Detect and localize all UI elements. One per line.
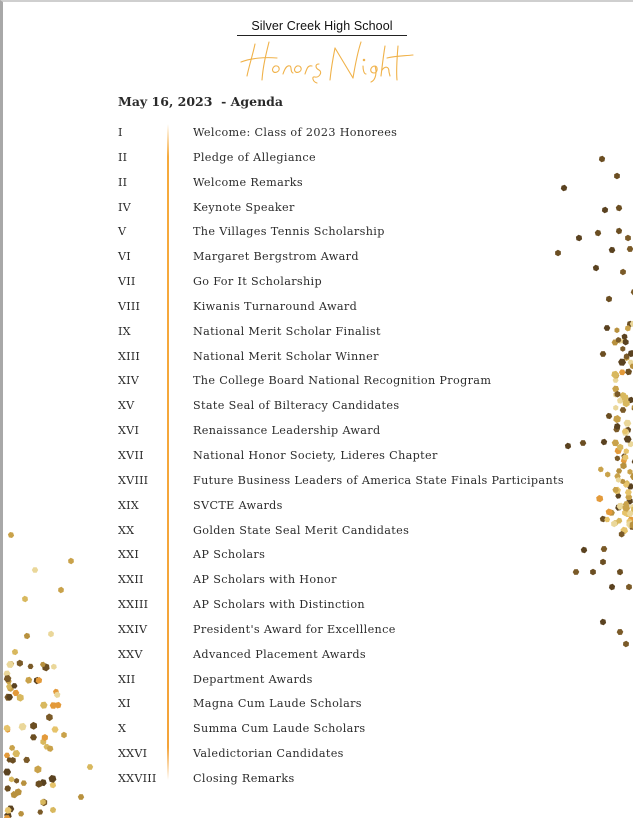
confetti-piece [50, 807, 56, 813]
agenda-item-number: VIII [118, 299, 141, 313]
agenda-item [3, 372, 633, 397]
agenda-item [3, 695, 633, 720]
agenda-item-title: Summa Cum Laude Scholars [193, 722, 366, 736]
agenda-item [3, 422, 633, 447]
agenda-item-title: Welcome Remarks [193, 175, 304, 189]
agenda-item-title: National Merit Scholar Winner [193, 349, 379, 363]
agenda-item-number: II [118, 175, 128, 189]
agenda-item-number: XXVIII [118, 771, 157, 785]
agenda-item-title: The Villages Tennis Scholarship [193, 225, 385, 239]
agenda-item [3, 546, 633, 571]
agenda-item [3, 720, 633, 745]
agenda-item-title: Future Business Leaders of America State Finals Participants [193, 473, 564, 487]
agenda-item-number: XXV [118, 647, 143, 661]
agenda-item [3, 124, 633, 149]
confetti-piece [37, 809, 43, 814]
agenda-item-number: XIX [118, 498, 139, 512]
agenda-item [3, 223, 633, 248]
agenda-item-number: XXI [118, 548, 139, 562]
agenda-item [3, 472, 633, 497]
agenda-item-title: Renaissance Leadership Award [193, 424, 381, 438]
agenda-item [3, 149, 633, 174]
agenda-item [3, 397, 633, 422]
agenda-item [3, 646, 633, 671]
agenda-item-number: XXVI [118, 747, 148, 761]
agenda-item-number: XVI [118, 424, 140, 438]
agenda-item [3, 323, 633, 348]
agenda-item [3, 596, 633, 621]
agenda-item-title: Keynote Speaker [193, 200, 295, 214]
agenda-item-title: SVCTE Awards [193, 498, 283, 512]
confetti-piece [78, 794, 84, 800]
agenda-item-number: II [118, 150, 128, 164]
agenda-item-number: XVII [118, 448, 144, 462]
agenda-item-title: AP Scholars [193, 548, 266, 562]
agenda-item-title: Valedictorian Candidates [193, 747, 344, 761]
confetti-piece [18, 811, 24, 817]
agenda-item [3, 621, 633, 646]
agenda-item [3, 199, 633, 224]
agenda-item [3, 298, 633, 323]
agenda-item [3, 447, 633, 472]
agenda-item-number: I [118, 126, 123, 139]
agenda-item-number: XIII [118, 349, 141, 363]
agenda-item [3, 770, 633, 795]
confetti-piece [40, 799, 46, 805]
agenda-item-title: Advanced Placement Awards [193, 647, 367, 661]
agenda-item-number: IX [118, 324, 131, 338]
agenda-item-title: Closing Remarks [193, 771, 295, 785]
agenda-item [3, 745, 633, 770]
agenda-item-title: National Merit Scholar Finalist [193, 324, 381, 338]
agenda-item-number: XIV [118, 374, 140, 388]
agenda-item [3, 174, 633, 199]
agenda-item-number: XII [118, 672, 136, 686]
agenda-heading: May 16, 2023 - Agenda [118, 94, 284, 109]
agenda-item-number: XXIV [118, 622, 148, 636]
agenda-item-title: Welcome: Class of 2023 Honorees [193, 126, 398, 139]
agenda-item [3, 571, 633, 596]
confetti-piece [4, 812, 12, 818]
agenda-item-number: XVIII [118, 473, 149, 487]
agenda-item-number: VII [118, 275, 136, 289]
agenda-item [3, 522, 633, 547]
agenda-item-title: Department Awards [193, 672, 313, 686]
agenda-item [3, 497, 633, 522]
agenda-item [3, 248, 633, 273]
agenda-item-title: National Honor Society, Lideres Chapter [193, 448, 438, 462]
agenda-item-title: Pledge of Allegiance [193, 150, 317, 164]
agenda-item-title: State Seal of Bilteracy Candidates [193, 399, 400, 413]
agenda-item-number: XV [118, 399, 135, 413]
honors-night-script-title [235, 36, 415, 84]
school-name: Silver Creek High School [251, 19, 393, 33]
agenda-item-title: AP Scholars with Distinction [193, 598, 365, 612]
agenda-item-number: X [118, 722, 127, 736]
agenda-item-number: V [118, 225, 127, 239]
confetti-piece [41, 799, 48, 807]
confetti-piece [7, 806, 15, 813]
agenda-list [3, 124, 633, 795]
agenda-item-number: XX [118, 523, 135, 537]
agenda-item-title: Go For It Scholarship [193, 275, 322, 289]
agenda-item-number: IV [118, 200, 131, 214]
agenda-item-title: President's Award for Excelllence [193, 622, 396, 636]
agenda-item-number: VI [118, 250, 131, 264]
agenda-item [3, 348, 633, 373]
agenda-item-title: The College Board National Recognition Program [193, 374, 492, 388]
agenda-item-title: AP Scholars with Honor [193, 573, 337, 587]
agenda-item-title: Kiwanis Turnaround Award [193, 299, 358, 313]
agenda-item-number: XXIII [118, 598, 149, 612]
agenda-item-number: XXII [118, 573, 144, 587]
agenda-item-number: XI [118, 697, 131, 711]
confetti-piece [5, 807, 12, 814]
agenda-item-title: Magna Cum Laude Scholars [193, 697, 362, 711]
agenda-item-title: Golden State Seal Merit Candidates [193, 523, 410, 537]
agenda-item-title: Margaret Bergstrom Award [193, 250, 359, 264]
agenda-item [3, 671, 633, 696]
agenda-item [3, 273, 633, 298]
